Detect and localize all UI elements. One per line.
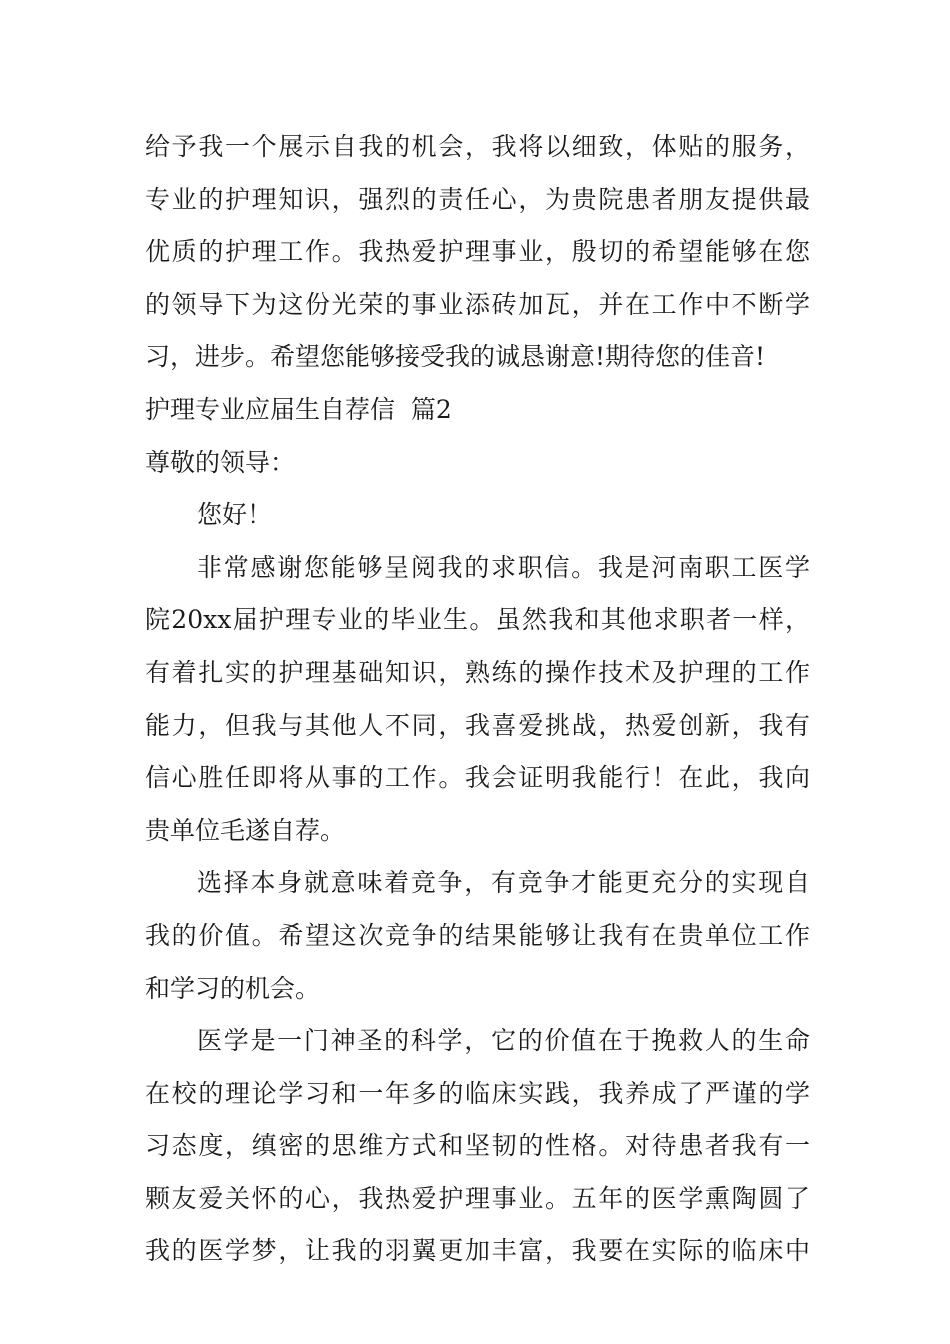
text-line: 颗友爱关怀的心，我热爱护理事业。五年的医学熏陶圆了 [145, 1183, 810, 1213]
text-line: 非常感谢您能够呈阅我的求职信。我是河南职工医学 [197, 552, 810, 582]
text-line: 选择本身就意味着竞争，有竞争才能更充分的实现自 [197, 868, 810, 898]
text-line: 贵单位毛遂自荐。 [145, 815, 346, 845]
text-line: 能力，但我与其他人不同，我喜爱挑战，热爱创新，我有 [145, 710, 810, 740]
letter-body [145, 124, 810, 1281]
section1-tail-paragraph [145, 124, 810, 387]
paragraph-introduction [145, 545, 810, 861]
text-line: 优质的护理工作。我热爱护理事业，殷切的希望能够在您 [145, 237, 810, 267]
text-line: 医学是一门神圣的科学，它的价值在于挽救人的生命 [197, 1026, 810, 1056]
text-line: 给予我一个展示自我的机会，我将以细致，体贴的服务， [145, 132, 810, 161]
text-line: 我的价值。希望这次竞争的结果能够让我有在贵单位工作 [145, 920, 810, 950]
paragraph-competition [145, 860, 810, 1018]
greeting: 您好！ [197, 500, 273, 530]
text-line: 专业的护理知识，强烈的责任心，为贵院患者朋友提供最 [145, 184, 810, 214]
text-line: 信心胜任即将从事的工作。我会证明我能行！在此，我向 [145, 763, 810, 793]
text-line: 的领导下为这份光荣的事业添砖加瓦，并在工作中不断学 [145, 289, 810, 319]
text-line: 在校的理论学习和一年多的临床实践，我养成了严谨的学 [145, 1078, 810, 1108]
text-line: 习态度，缜密的思维方式和坚韧的性格。对待患者我有一 [145, 1131, 810, 1161]
section-heading: 护理专业应届生自荐信 篇2 [145, 394, 452, 424]
text-line: 我的医学梦，让我的羽翼更加丰富，我要在实际的临床中 [145, 1236, 810, 1266]
text-line: 有着扎实的护理基础知识，熟练的操作技术及护理的工作 [145, 657, 810, 687]
text-line: 和学习的机会。 [145, 973, 321, 1003]
text-line: 习，进步。希望您能够接受我的诚恳谢意!期待您的佳音! [145, 342, 766, 372]
salutation: 尊敬的领导： [145, 447, 296, 477]
text-line: 院20xx届护理专业的毕业生。虽然我和其他求职者一样， [145, 605, 810, 635]
paragraph-medicine [145, 1018, 810, 1281]
